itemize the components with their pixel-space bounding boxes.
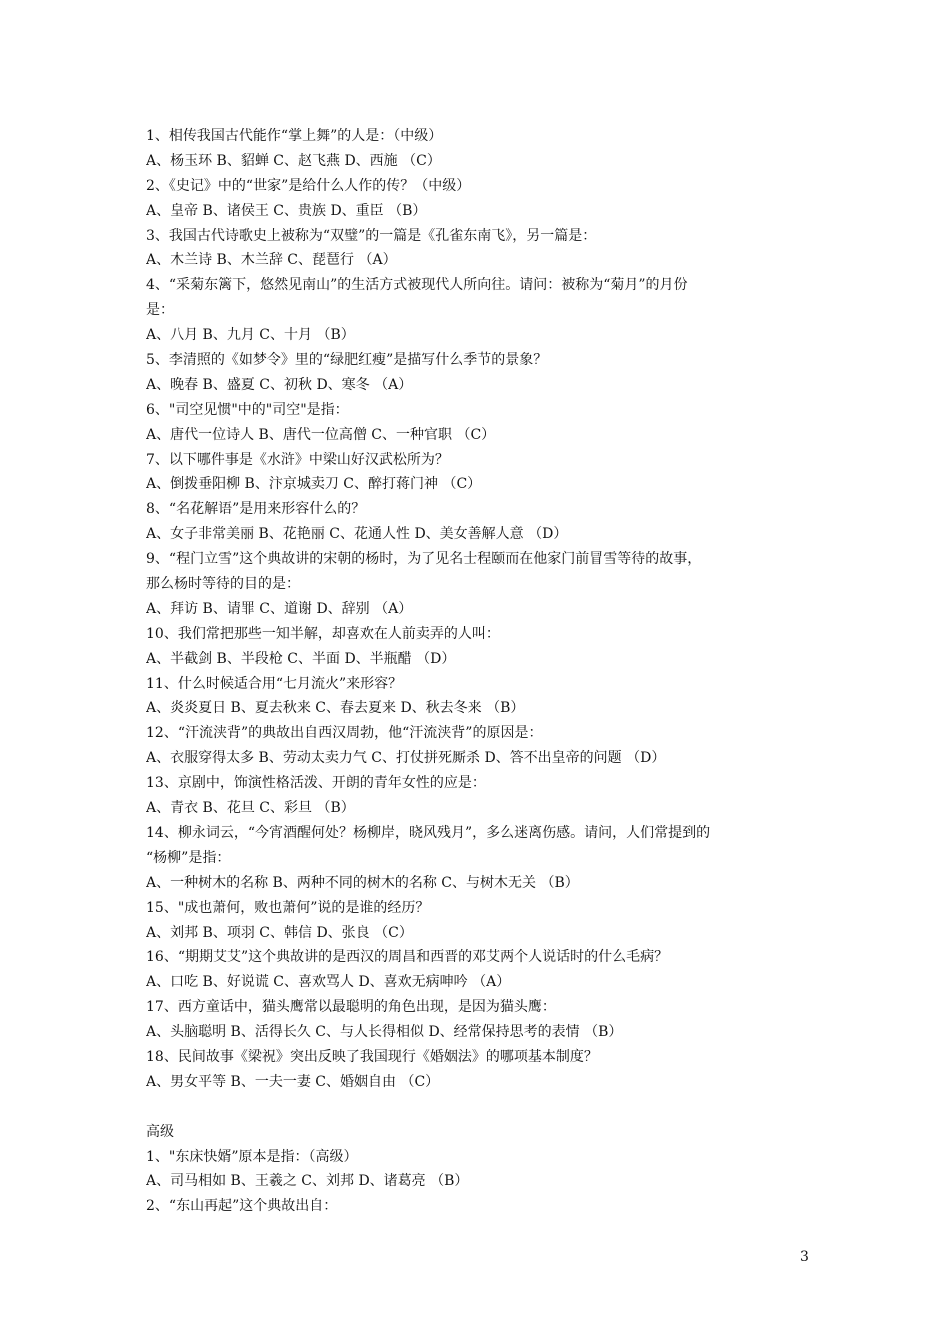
text-line: 高级 <box>146 1123 174 1140</box>
text-line: A、一种树木的名称 B、两种不同的树木的名称 C、与树木无关 （B） <box>146 874 579 891</box>
text-line: A、男女平等 B、一夫一妻 C、婚姻自由 （C） <box>146 1073 440 1090</box>
text-line: A、青衣 B、花旦 C、彩旦 （B） <box>146 800 355 817</box>
text-line: 17、西方童话中，猫头鹰常以最聪明的角色出现，是因为猫头鹰： <box>146 999 556 1016</box>
text-line: A、唐代一位诗人 B、唐代一位高僧 C、一种官职 （C） <box>146 426 496 443</box>
text-line: 那么杨时等待的目的是： <box>146 576 300 593</box>
text-line: A、半截剑 B、半段枪 C、半面 D、半瓶醋 （D） <box>146 650 456 667</box>
text-line: 是： <box>146 302 174 319</box>
text-line: 15、"成也萧何，败也萧何”说的是谁的经历？ <box>146 899 430 916</box>
text-line: 1、相传我国古代能作“掌上舞”的人是：（中级） <box>146 128 443 144</box>
document-body <box>146 124 821 1219</box>
text-line: A、木兰诗 B、木兰辞 C、琵琶行 （A） <box>146 252 397 269</box>
text-line: A、八月 B、九月 C、十月 （B） <box>146 327 355 344</box>
text-line: A、皇帝 B、诸侯王 C、贵族 D、重臣 （B） <box>146 202 427 219</box>
text-line: A、衣服穿得太多 B、劳动太卖力气 C、打仗拼死厮杀 D、答不出皇帝的问题 （D） <box>146 750 666 767</box>
text-line: 2、“东山再起”这个典故出自： <box>146 1198 338 1215</box>
blank-line <box>146 1095 821 1120</box>
page-number: 3 <box>800 1249 809 1265</box>
text-line: A、头脑聪明 B、活得长久 C、与人长得相似 D、经常保持思考的表情 （B） <box>146 1024 623 1041</box>
text-line: 9、“程门立雪”这个典故讲的宋朝的杨时，为了见名士程颐而在他家门前冒雪等待的故事， <box>146 551 702 568</box>
text-line: 8、“名花解语”是用来形容什么的？ <box>146 501 366 518</box>
text-line: 14、柳永词云，“今宵酒醒何处？杨柳岸，晓风残月”，多么迷离伤感。请问，人们常提到的 <box>146 824 711 841</box>
text-line: A、倒拨垂阳柳 B、汴京城卖刀 C、醉打蒋门神 （C） <box>146 476 482 493</box>
text-line: 5、李清照的《如梦令》里的“绿肥红瘦”是描写什么季节的景象？ <box>146 352 548 369</box>
text-line: A、炎炎夏日 B、夏去秋来 C、春去夏来 D、秋去冬来 （B） <box>146 700 525 717</box>
text-line: A、拜访 B、请罪 C、道谢 D、辞别 （A） <box>146 600 413 617</box>
text-line: A、司马相如 B、王羲之 C、刘邦 D、诸葛亮 （B） <box>146 1173 469 1190</box>
text-line: 13、京剧中，饰演性格活泼、开朗的青年女性的应是： <box>146 775 486 792</box>
text-line: A、口吃 B、好说谎 C、喜欢骂人 D、喜欢无病呻吟 （A） <box>146 974 511 991</box>
text-line: 18、民间故事《梁祝》突出反映了我国现行《婚姻法》的哪项基本制度？ <box>146 1048 598 1065</box>
text-line: 11、什么时候适合用“七月流火”来形容？ <box>146 675 403 692</box>
text-line: A、女子非常美丽 B、花艳丽 C、花通人性 D、美女善解人意 （D） <box>146 526 568 543</box>
text-line: 1、"东床快婿”原本是指：（高级） <box>146 1148 358 1165</box>
text-line: 2、《史记》中的“世家”是给什么人作的传？（中级） <box>146 177 471 194</box>
text-line: 6、"司空见惯"中的"司空"是指： <box>146 401 349 418</box>
text-line: 10、我们常把那些一知半解，却喜欢在人前卖弄的人叫： <box>146 625 500 642</box>
text-line: A、杨玉环 B、貂蝉 C、赵飞燕 D、西施 （C） <box>146 152 441 169</box>
text-line: A、刘邦 B、项羽 C、韩信 D、张良 （C） <box>146 924 413 941</box>
text-line: 16、“期期艾艾”这个典故讲的是西汉的周昌和西晋的邓艾两个人说话时的什么毛病？ <box>146 949 669 966</box>
text-line: 12、“汗流浃背”的典故出自西汉周勃，他“汗流浃背”的原因是： <box>146 725 543 742</box>
text-line: A、晚春 B、盛夏 C、初秋 D、寒冬 （A） <box>146 376 413 393</box>
text-line: 4、“采菊东篱下，悠然见南山”的生活方式被现代人所向往。请问：被称为“菊月”的月份 <box>146 277 688 294</box>
text-line: 7、以下哪件事是《水浒》中梁山好汉武松所为？ <box>146 451 449 468</box>
text-line: “杨柳”是指： <box>146 849 231 866</box>
text-line: 3、我国古代诗歌史上被称为“双璧”的一篇是《孔雀东南飞》，另一篇是： <box>146 227 597 244</box>
